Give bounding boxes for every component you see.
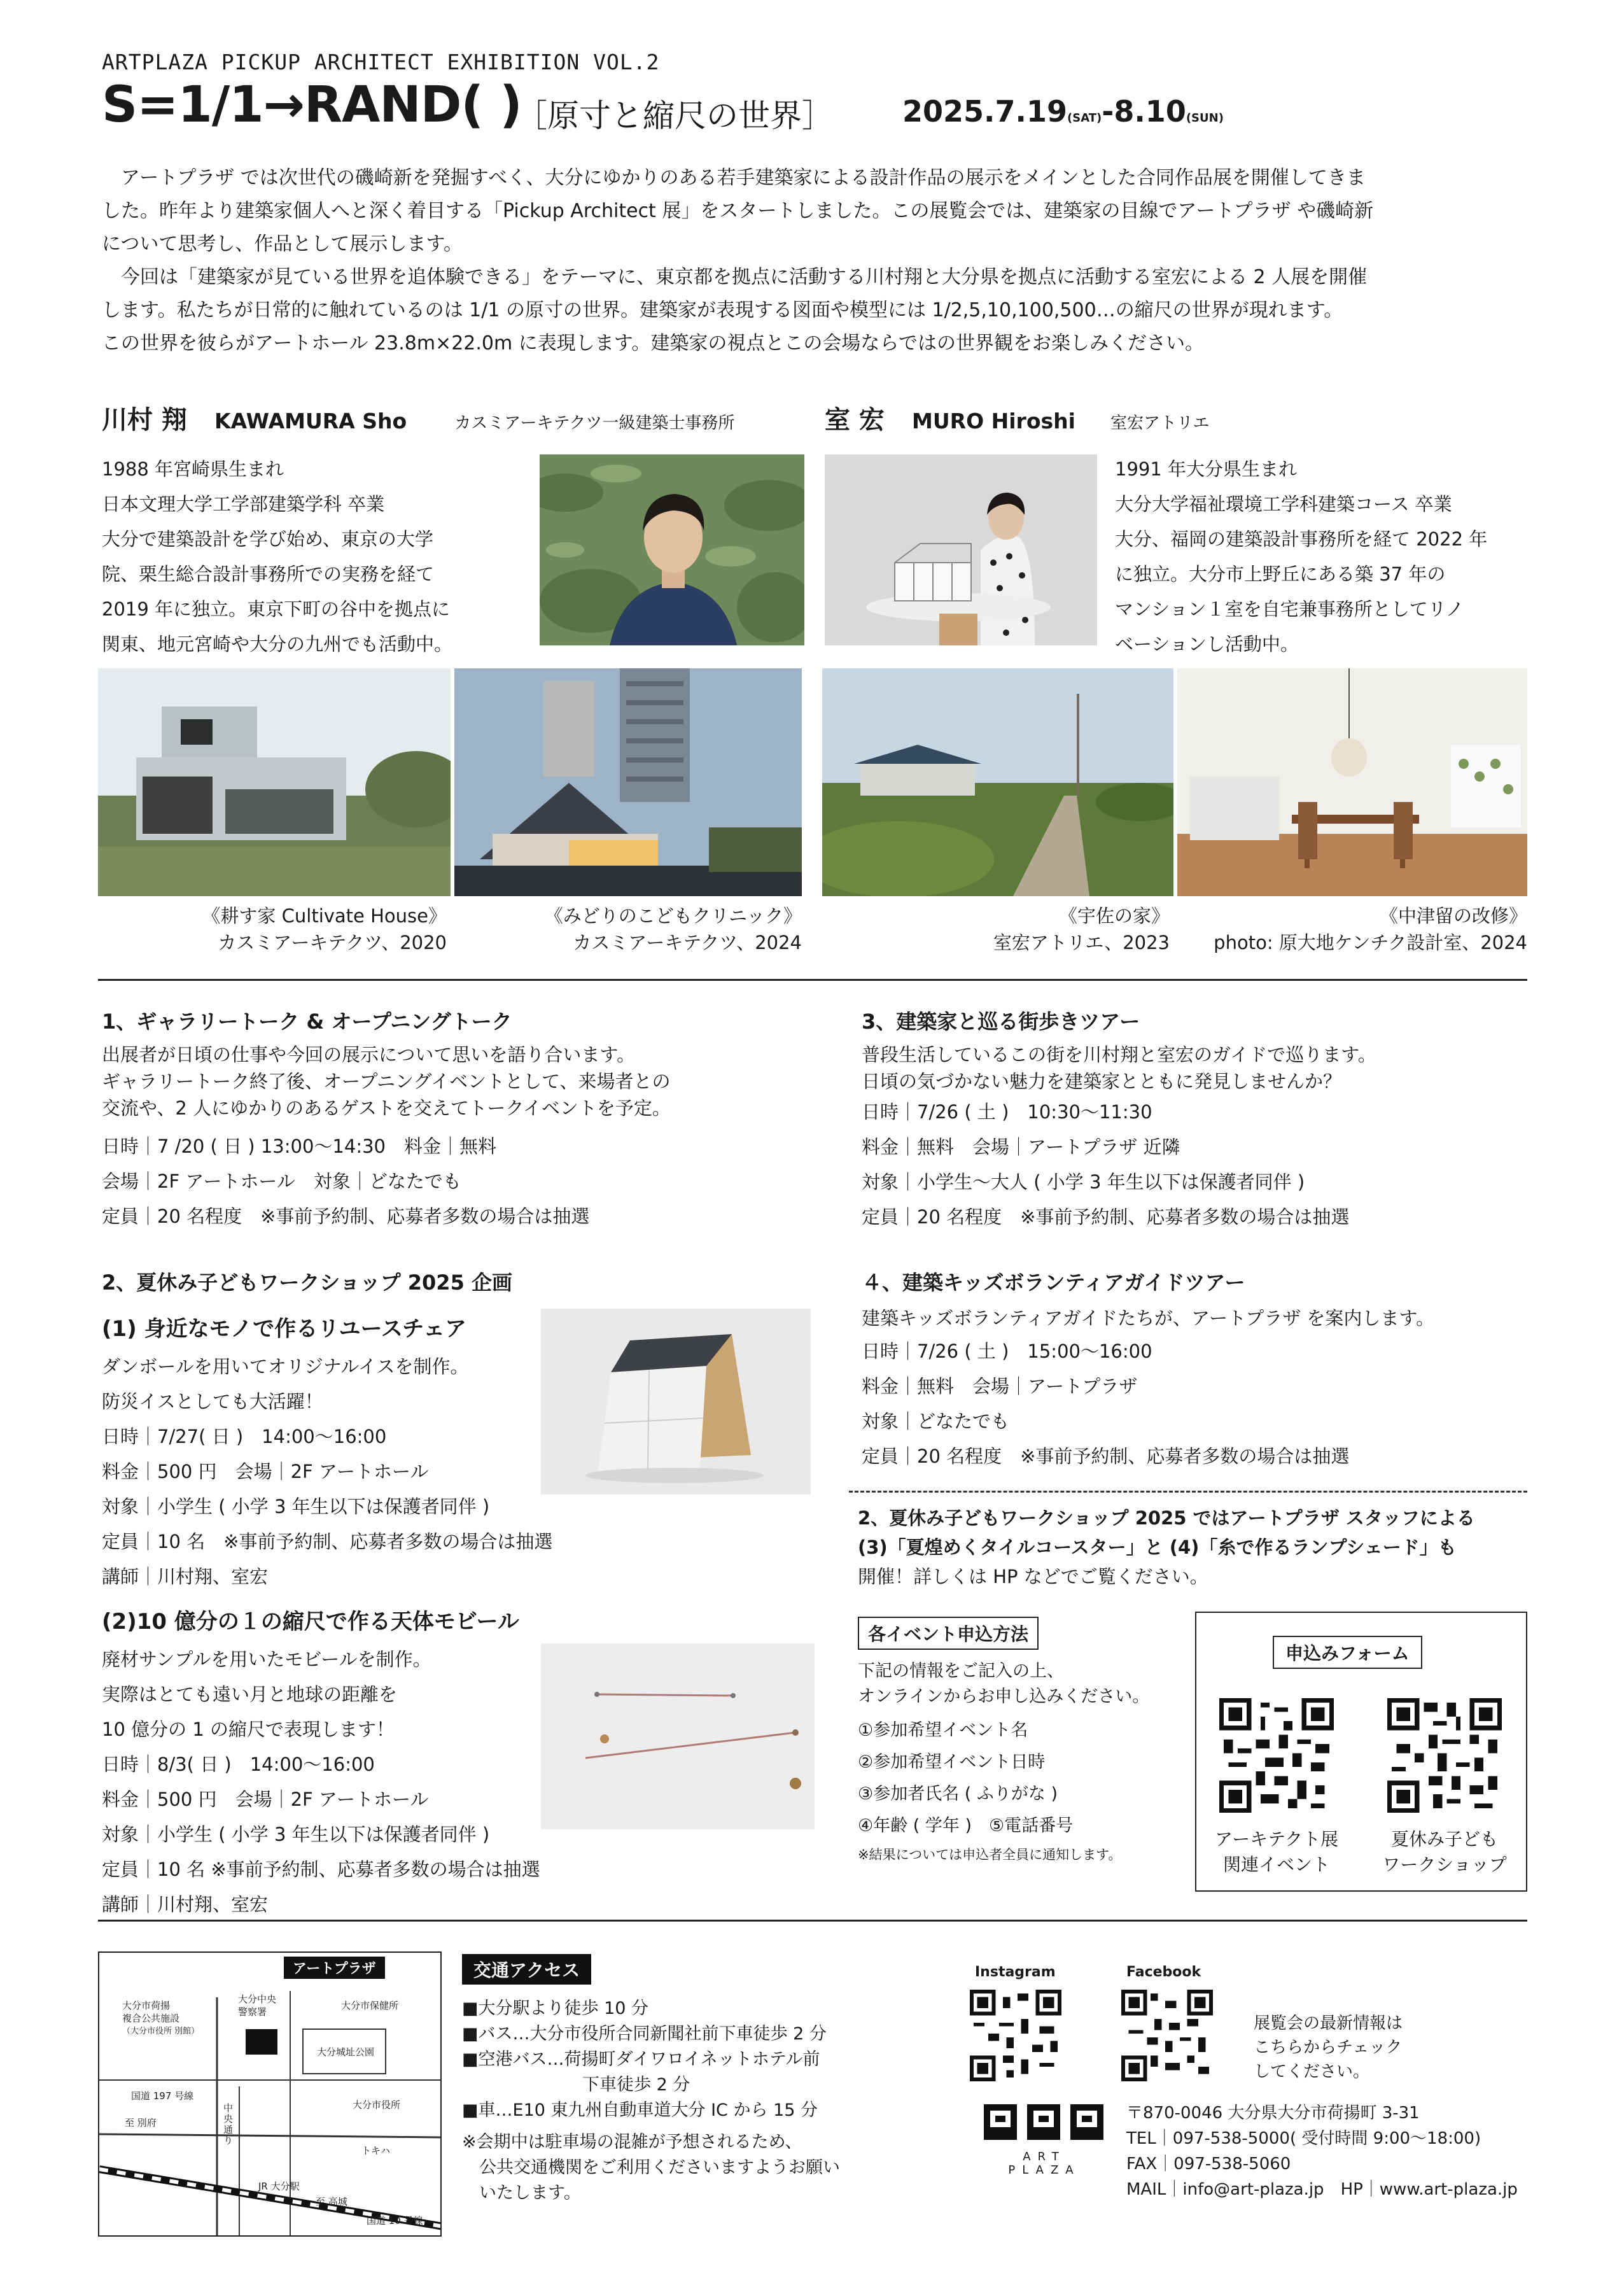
bio-line: マンション１室を自宅兼事務所としてリノ: [1115, 598, 1464, 620]
architect-muro-heading: [825, 400, 1210, 436]
apply-line: ④年齢 ( 学年 ) ⑤電話番号: [858, 1816, 1074, 1836]
art-plaza-logo: [984, 2104, 1105, 2177]
date-end-day: (SUN): [1186, 111, 1224, 125]
note-line: 開催！詳しくは HP などでご覧ください。: [858, 1566, 1208, 1587]
access-note: 公共交通機関をご利用くださいますようお願い: [462, 2158, 840, 2177]
work-credit: カスミアーキテクツ、2024: [573, 932, 802, 953]
social-check-text: [1254, 2011, 1403, 2084]
access-details: [462, 1996, 840, 2206]
event-line: 料金｜無料 会場｜アートプラザ 近隣: [862, 1136, 1180, 1158]
workshop-line: 講師｜川村翔、室宏: [102, 1566, 269, 1587]
social-line: 展覧会の最新情報は: [1254, 2014, 1403, 2033]
workshop-1-details: [102, 1349, 552, 1594]
workshop-2-mobile-photo: [541, 1643, 815, 1829]
work-caption-midori-clinic: [454, 903, 802, 956]
work-photo-midori-clinic: [454, 668, 802, 896]
event-1-description: [102, 1041, 671, 1121]
event-4-details: [862, 1302, 1434, 1474]
logo-mark: [984, 2104, 1105, 2142]
qr-label-line: 夏休み子ども: [1390, 1829, 1498, 1850]
workshop-note: [858, 1503, 1475, 1591]
map-label: 大分市保健所: [341, 2000, 399, 2011]
dashed-divider: [849, 1491, 1527, 1493]
event-line: 出展者が日頃の仕事や今回の展示について思いを語り合います。: [102, 1044, 636, 1065]
date-end: -8.10: [1102, 94, 1186, 129]
work-credit: 室宏アトリエ、2023: [993, 932, 1170, 953]
map-label: （大分市役所 別館）: [122, 2027, 200, 2036]
architect-kawamura-heading: [102, 400, 734, 436]
workshop-2-title: (2)10 億分の１の縮尺で作る天体モビール: [102, 1609, 519, 1635]
map-label: JR 大分駅: [258, 2181, 300, 2192]
social-line: こちらからチェック: [1254, 2038, 1403, 2057]
map-label: 中央通り: [223, 2102, 234, 2146]
bio-line: 大分大学福祉環境工学科建築コース 卒業: [1115, 493, 1452, 515]
access-map: [98, 1951, 442, 2237]
event-4-title: ４、建築キッズボランティアガイドツアー: [862, 1270, 1245, 1295]
qr-kids-workshop-label: [1375, 1827, 1515, 1878]
workshop-line: 講師｜川村翔、室宏: [102, 1894, 269, 1915]
map-label: 国道 10 号線: [367, 2215, 423, 2226]
work-title: 《宇佐の家》: [1058, 905, 1170, 927]
event-line: 定員｜20 名程度 ※事前予約制、応募者多数の場合は抽選: [102, 1206, 590, 1227]
intro-line: します。私たちが日常的に触れているのは 1/1 の原寸の世界。建築家が表現する図面や模型には 1/2,5,10,100,500…の縮尺の世界が現れます。: [102, 299, 1343, 321]
architect-office: 室宏アトリエ: [1110, 414, 1210, 433]
event-1-details: [102, 1129, 589, 1234]
series-title: ARTPLAZA PICKUP ARCHITECT EXHIBITION VOL.2: [102, 50, 660, 74]
contact-fax: FAX｜097-538-5060: [1126, 2155, 1291, 2174]
apply-line: ③参加者氏名 ( ふりがな ): [858, 1784, 1058, 1804]
event-1-title: 1、ギャラリートーク & オープニングトーク: [102, 1009, 512, 1034]
bio-line: 1991 年大分県生まれ: [1115, 458, 1298, 480]
intro-line: について思考し、作品として展示します。: [102, 233, 463, 255]
map-label: 至 別府: [125, 2117, 157, 2128]
workshop-line: 対象｜小学生 ( 小学 3 年生以下は保護者同伴 ): [102, 1824, 490, 1845]
workshop-1-title: (1) 身近なモノで作るリユースチェア: [102, 1316, 467, 1342]
portrait-muro: [825, 454, 1097, 645]
event-line: 日時｜7 /20 ( 日 ) 13:00〜14:30 料金｜無料: [102, 1135, 496, 1157]
apply-note: ※結果については申込者全員に通知します。: [858, 1847, 1122, 1862]
access-note: いたします。: [462, 2183, 581, 2203]
apply-line: ②参加希望イベント日時: [858, 1752, 1046, 1772]
bio-line: 院、栗生総合設計事務所での実務を経て: [102, 563, 435, 585]
architect-kawamura-bio: [102, 452, 452, 662]
workshop-line: 定員｜10 名 ※事前予約制、応募者多数の場合は抽選: [102, 1531, 553, 1552]
exhibition-dates: [902, 94, 1224, 129]
architect-name-ja: 川村 翔: [102, 405, 187, 435]
workshop-line: 実際はとても遠い月と地球の距離を: [102, 1684, 398, 1705]
portrait-kawamura: [540, 454, 804, 645]
work-photo-cultivate-house: [98, 668, 451, 896]
work-credit: カスミアーキテクツ、2020: [218, 932, 447, 953]
note-line: 2、夏休み子どもワークショップ 2025 ではアートプラザ スタッフによる: [858, 1507, 1475, 1529]
application-form-heading: 申込みフォーム: [1273, 1636, 1422, 1669]
facebook-label: Facebook: [1126, 1964, 1201, 1980]
intro-line: アートプラザ では次世代の磯崎新を発掘すべく、大分にゆかりのある若手建築家による設計作品の展示をメインとした合同作品展を開催してきま: [102, 167, 1366, 189]
architect-name-ja: 室 宏: [825, 405, 885, 435]
bio-line: 2019 年に独立。東京下町の谷中を拠点に: [102, 598, 451, 620]
work-title: 《耕す家 Cultivate House》: [202, 905, 447, 927]
map-label: 大分中央: [238, 1993, 277, 2005]
qr-kids-workshop[interactable]: [1387, 1698, 1502, 1813]
map-label: トキハ: [361, 2145, 391, 2156]
map-label: 大分市役所: [353, 2099, 401, 2111]
access-line: ■大分駅より徒歩 10 分: [462, 1999, 649, 2018]
qr-label-line: ワークショップ: [1382, 1854, 1507, 1875]
event-line: 日頃の気づかない魅力を建築家とともに発見しませんか？: [862, 1071, 1342, 1092]
event-line: 対象｜どなたでも: [862, 1410, 1010, 1432]
event-line: 日時｜7/26 ( 土 ) 10:30〜11:30: [862, 1101, 1152, 1123]
work-title: 《みどりのこどもクリニック》: [544, 905, 802, 927]
intro-line: した。昨年より建築家個人へと深く着目する「Pickup Architect 展」をスタートしました。この展覧会では、建築家の目線でアートプラザ や磯崎新: [102, 200, 1374, 222]
qr-facebook[interactable]: [1121, 1990, 1213, 2081]
bio-line: に独立。大分市上野丘にある築 37 年の: [1115, 563, 1446, 585]
map-label: 大分市荷揚: [122, 2000, 171, 2011]
bio-line: 日本文理大学工学部建築学科 卒業: [102, 493, 385, 515]
bio-line: 関東、地元宮崎や大分の九州でも活動中。: [102, 633, 453, 655]
qr-label-line: アーキテクト展: [1214, 1829, 1339, 1850]
map-label: 大分城址公園: [317, 2046, 375, 2058]
map-label: 国道 197 号線: [131, 2090, 194, 2102]
access-line: ■空港バス…荷揚町ダイワロイネットホテル前: [462, 2049, 820, 2069]
event-line: 会場｜2F アートホール 対象｜どなたでも: [102, 1171, 461, 1192]
exhibition-subtitle: ［原寸と縮尺の世界］: [515, 97, 834, 134]
workshop-1-chair-photo: [541, 1309, 811, 1494]
contact-info: [1126, 2100, 1518, 2202]
work-photo-nakatsuru-renovation: [1177, 668, 1527, 896]
apply-line: オンラインからお申し込みください。: [858, 1687, 1150, 1706]
event-line: 定員｜20 名程度 ※事前予約制、応募者多数の場合は抽選: [862, 1445, 1350, 1467]
date-start-day: (SAT): [1067, 111, 1102, 125]
qr-architect-events[interactable]: [1219, 1698, 1334, 1813]
intro-text: [102, 162, 1527, 360]
contact-tel: TEL｜097-538-5000( 受付時間 9:00〜18:00): [1126, 2129, 1481, 2148]
qr-instagram[interactable]: [970, 1990, 1061, 2081]
event-line: 建築キッズボランティアガイドたちが、アートプラザ を案内します。: [862, 1307, 1435, 1329]
event-line: 定員｜20 名程度 ※事前予約制、応募者多数の場合は抽選: [862, 1206, 1350, 1228]
contact-address: 〒870-0046 大分県大分市荷揚町 3-31: [1126, 2104, 1420, 2123]
work-caption-cultivate-house: [98, 903, 447, 956]
event-line: 日時｜7/26 ( 土 ) 15:00〜16:00: [862, 1340, 1152, 1362]
instagram-label: Instagram: [975, 1964, 1056, 1980]
event-3-title: 3、建築家と巡る街歩きツアー: [862, 1009, 1140, 1034]
work-title: 《中津留の改修》: [1379, 905, 1527, 927]
event-line: 料金｜無料 会場｜アートプラザ: [862, 1375, 1138, 1397]
workshop-line: 料金｜500 円 会場｜2F アートホール: [102, 1789, 429, 1810]
bio-line: 大分で建築設計を学び始め、東京の大学: [102, 528, 433, 550]
intro-line: この世界を彼らがアートホール 23.8m×22.0m に表現します。建築家の視点とこの会場ならではの世界観をお楽しみください。: [102, 332, 1205, 355]
apply-line: ①参加希望イベント名: [858, 1720, 1028, 1740]
access-line: ■バス…大分市役所合同新聞社前下車徒歩 2 分: [462, 2024, 827, 2044]
workshop-line: ダンボールを用いてオリジナルイスを制作。: [102, 1356, 469, 1377]
intro-line: 今回は「建築家が見ている世界を追体験できる」をテーマに、東京都を拠点に活動する川村翔と大分県を拠点に活動する室宏による 2 人展を開催: [102, 266, 1368, 288]
apply-line: 下記の情報をご記入の上、: [858, 1661, 1064, 1681]
workshop-2-details: [102, 1642, 540, 1922]
workshop-line: 廃材サンプルを用いたモビールを制作。: [102, 1649, 431, 1670]
work-caption-usa-house: [822, 903, 1170, 956]
work-caption-nakatsuru: [1177, 903, 1527, 956]
event-line: ギャラリートーク終了後、オープニングイベントとして、来場者との: [102, 1071, 671, 1092]
access-line: 下車徒歩 2 分: [462, 2075, 690, 2095]
workshop-line: 定員｜10 名 ※事前予約制、応募者多数の場合は抽選: [102, 1859, 540, 1880]
event-line: 対象｜小学生〜大人 ( 小学 3 年生以下は保護者同伴 ): [862, 1171, 1305, 1193]
apply-method-details: [858, 1659, 1149, 1867]
architect-office: カスミアーキテクツ一級建築士事務所: [454, 414, 735, 433]
map-label: 警察署: [238, 2006, 267, 2018]
access-line: ■車…E10 東九州自動車道大分 IC から 15 分: [462, 2100, 818, 2120]
event-line: 普段生活しているこの街を川村翔と室宏のガイドで巡ります。: [862, 1044, 1376, 1065]
workshop-line: 日時｜8/3( 日 ) 14:00〜16:00: [102, 1754, 375, 1775]
date-start: 2025.7.19: [902, 94, 1067, 129]
bio-line: ベーションし活動中。: [1115, 633, 1299, 655]
workshop-line: 防災イスとしても大活躍！: [102, 1391, 323, 1412]
workshop-line: 料金｜500 円 会場｜2F アートホール: [102, 1461, 429, 1482]
workshop-line: 日時｜7/27( 日 ) 14:00〜16:00: [102, 1426, 387, 1447]
divider-bottom: [98, 1920, 1527, 1922]
apply-method-heading: 各イベント申込方法: [858, 1617, 1039, 1650]
social-line: してください。: [1254, 2062, 1370, 2081]
event-line: 交流や、2 人にゆかりのあるゲストを交えてトークイベントを予定。: [102, 1097, 671, 1119]
access-heading: 交通アクセス: [462, 1954, 591, 1985]
logo-text: ART PLAZA: [1008, 2150, 1081, 2177]
qr-architect-events-label: [1207, 1827, 1347, 1878]
architect-muro-bio: [1115, 452, 1487, 662]
map-label: 複合公共施設: [122, 2013, 180, 2024]
event-2-title: 2、夏休み子どもワークショップ 2025 企画: [102, 1270, 512, 1295]
event-3-details: [862, 1041, 1376, 1235]
divider-top: [98, 979, 1527, 981]
exhibition-title: S=1/1→RAND( ): [102, 76, 522, 134]
architect-name-en: KAWAMURA Sho: [214, 409, 407, 433]
map-label: 至 高城: [316, 2196, 347, 2207]
architect-name-en: MURO Hiroshi: [912, 409, 1075, 433]
workshop-line: 対象｜小学生 ( 小学 3 年生以下は保護者同伴 ): [102, 1496, 490, 1517]
contact-mail-hp[interactable]: MAIL｜info@art-plaza.jp HP｜www.art-plaza.jp: [1126, 2180, 1518, 2199]
work-credit: photo: 原大地ケンチク設計室、2024: [1214, 932, 1527, 953]
bio-line: 1988 年宮崎県生まれ: [102, 458, 284, 480]
workshop-line: 10 億分の 1 の縮尺で表現します！: [102, 1719, 395, 1740]
note-line: (3)「夏煌めくタイルコースター」と (4)「糸で作るランプシェード」も: [858, 1536, 1457, 1558]
bio-line: 大分、福岡の建築設計事務所を経て 2022 年: [1115, 528, 1488, 550]
map-tag-artplaza: アートプラザ: [284, 1957, 385, 1979]
qr-label-line: 関連イベント: [1222, 1854, 1330, 1875]
access-note: ※会期中は駐車場の混雑が予想されるため、: [462, 2132, 802, 2152]
work-photo-usa-house: [822, 668, 1173, 896]
